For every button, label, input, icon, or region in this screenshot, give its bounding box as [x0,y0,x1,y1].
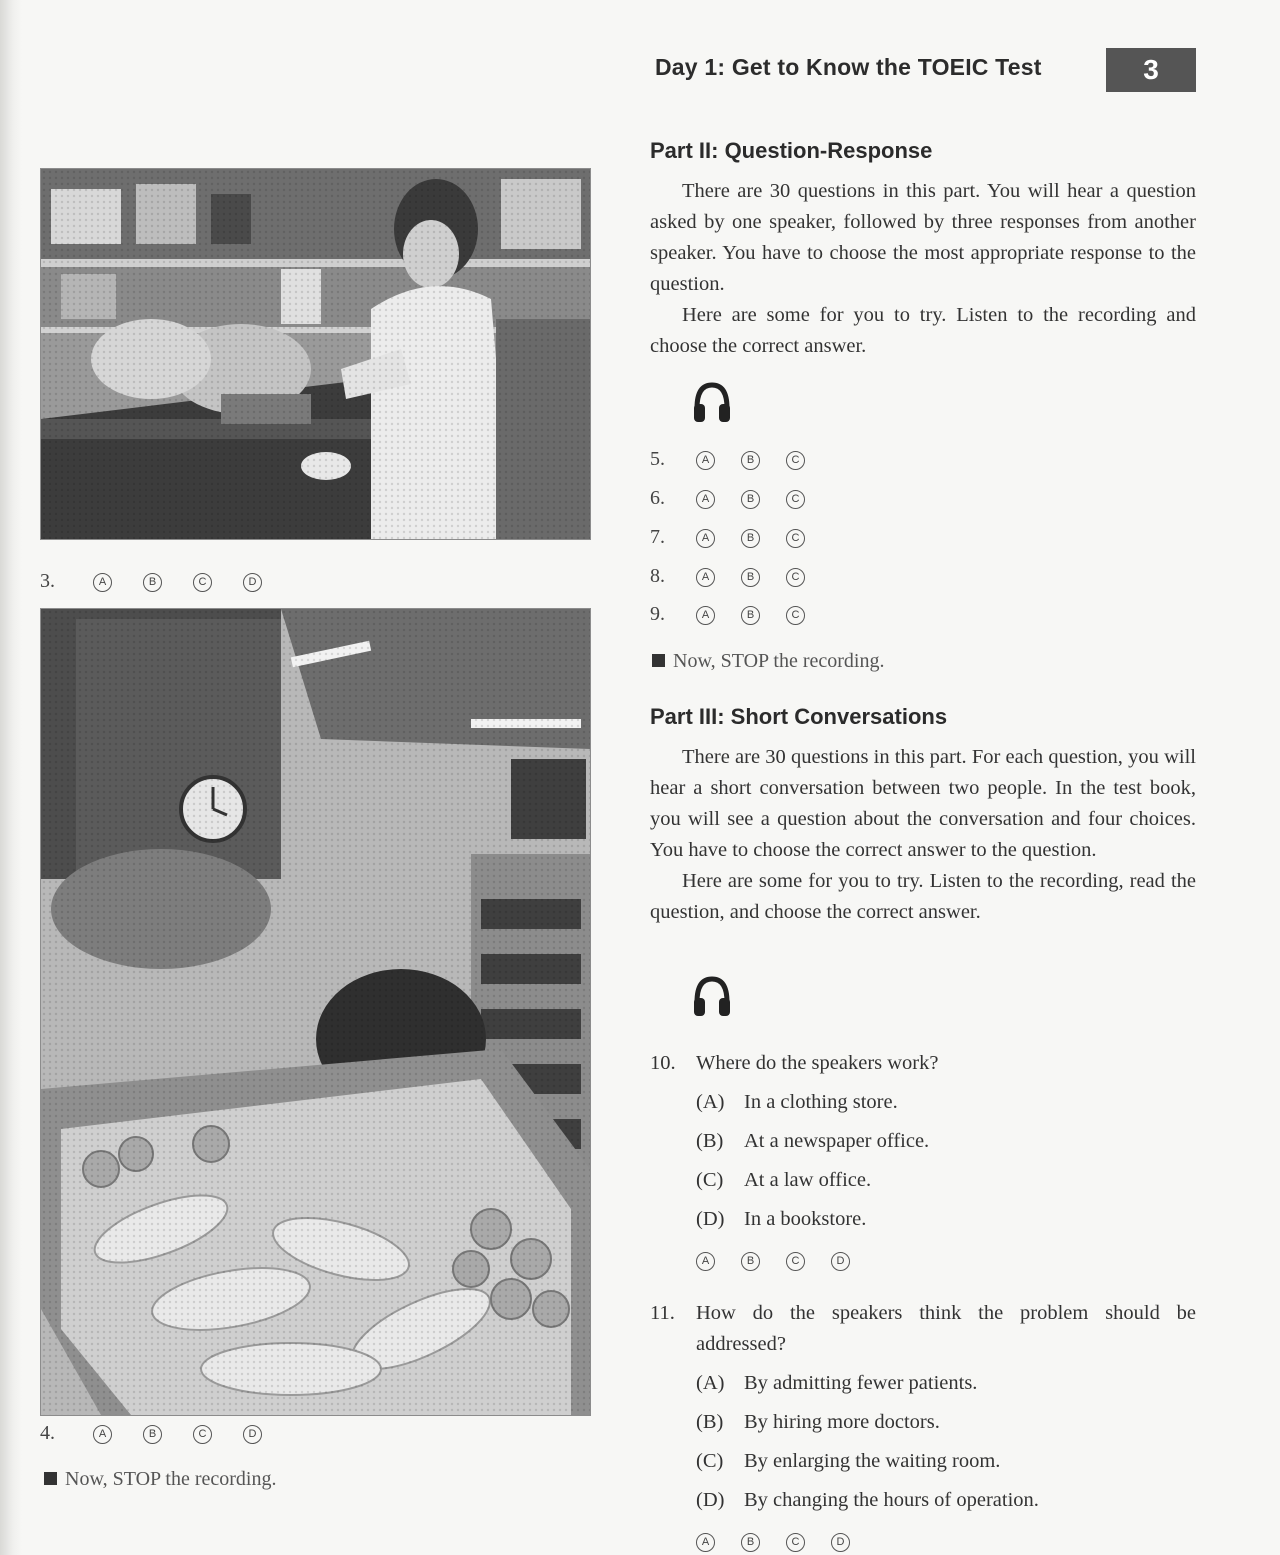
option-letter: (A) [696,1372,725,1394]
answer-bubble-c[interactable]: C [193,573,212,592]
photo-shop-counter [40,168,591,540]
option-text: By changing the hours of operation. [744,1489,1039,1511]
option-letter: (B) [696,1130,724,1152]
photo-3-answer-row [40,570,288,593]
headphones-icon[interactable] [692,976,732,1018]
answer-bubble-b[interactable]: B [741,490,760,509]
question-text: How do the speakers think the problem should be addressed? [696,1302,1196,1355]
option-text: By hiring more doctors. [744,1411,940,1433]
option-text: In a bookstore. [744,1208,867,1230]
question-number: 10. [650,1052,676,1074]
option-b [696,1407,1196,1438]
question-number: 7. [650,526,665,548]
answer-bubble-a[interactable]: A [696,1252,715,1271]
page-number: 3 [1106,48,1196,92]
answer-bubble-d[interactable]: D [243,573,262,592]
answer-bubble-b[interactable]: B [741,606,760,625]
option-b [696,1126,1196,1157]
stop-recording-note [44,1468,276,1491]
option-a [696,1087,1196,1118]
option-d [696,1204,1196,1235]
part-3-section [650,704,1196,928]
question-number: 9. [650,603,665,625]
option-letter: (A) [696,1091,725,1113]
option-a [696,1368,1196,1399]
answer-bubble-c[interactable]: C [786,568,805,587]
option-text: At a newspaper office. [744,1130,930,1152]
square-bullet-icon [652,654,665,667]
answer-bubble-a[interactable]: A [696,451,715,470]
answer-bubble-a[interactable]: A [93,1425,112,1444]
stop-recording-note [652,650,884,673]
square-bullet-icon [44,1472,57,1485]
option-text: At a law office. [744,1169,872,1191]
answer-bubble-a[interactable]: A [93,573,112,592]
headphones-icon[interactable] [692,382,732,424]
section-heading: Part III: Short Conversations [650,704,948,729]
question-number: 11. [650,1302,675,1324]
answer-bubble-c[interactable]: C [786,606,805,625]
answer-bubble-b[interactable]: B [741,529,760,548]
response-row-9 [650,603,831,633]
section-paragraph: Here are some for you to try. Listen to the recording, read the question, and choose the correct answer. [650,870,1196,923]
option-text: In a clothing store. [744,1091,898,1113]
option-letter: (B) [696,1411,724,1433]
option-letter: (D) [696,1489,725,1511]
option-letter: (C) [696,1450,724,1472]
response-row-8 [650,565,831,595]
section-paragraph: There are 30 questions in this part. For each question, you will hear a short conversation between two people. In the test book, you will see a question about the conversation and four choices. You have to choose the correct answer to the question. [650,746,1196,861]
photo-produce-market [40,608,591,1416]
answer-bubble-c[interactable]: C [193,1425,212,1444]
question-10 [650,1048,1196,1272]
question-number: 6. [650,487,665,509]
answer-bubble-a[interactable]: A [696,1533,715,1552]
answer-bubble-b[interactable]: B [143,573,162,592]
section-heading: Part II: Question-Response [650,138,933,163]
page-binding-shadow [0,0,22,1555]
answer-bubble-b[interactable]: B [143,1425,162,1444]
stop-note-text: Now, STOP the recording. [673,650,885,672]
question-11 [650,1298,1196,1553]
option-text: By enlarging the waiting room. [744,1450,1001,1472]
answer-bubble-b[interactable]: B [741,1533,760,1552]
option-letter: (C) [696,1169,724,1191]
question-text: Where do the speakers work? [696,1052,939,1074]
stop-note-text: Now, STOP the recording. [65,1468,277,1490]
answer-bubble-a[interactable]: A [696,568,715,587]
answer-bubble-c[interactable]: C [786,451,805,470]
option-text: By admitting fewer patients. [744,1372,978,1394]
answer-bubble-a[interactable]: A [696,606,715,625]
answer-bubble-b[interactable]: B [741,568,760,587]
answer-bubble-d[interactable]: D [831,1252,850,1271]
question-number: 4. [40,1422,55,1444]
answer-bubble-b[interactable]: B [741,1252,760,1271]
running-title: Day 1: Get to Know the TOEIC Test [655,54,1042,80]
response-row-5 [650,448,831,478]
question-number: 3. [40,570,55,592]
option-letter: (D) [696,1208,725,1230]
answer-bubbles [696,1530,1196,1553]
question-number: 8. [650,565,665,587]
page-header [655,48,1196,92]
response-row-7 [650,526,831,556]
answer-bubble-c[interactable]: C [786,1252,805,1271]
answer-bubble-a[interactable]: A [696,529,715,548]
answer-bubble-c[interactable]: C [786,1533,805,1552]
section-paragraph: Here are some for you to try. Listen to the recording and choose the correct answer. [650,304,1196,357]
response-row-6 [650,487,831,517]
photo-4-answer-row [40,1422,288,1445]
answer-bubble-c[interactable]: C [786,529,805,548]
answer-bubble-b[interactable]: B [741,451,760,470]
part-2-section [650,138,1196,362]
section-paragraph: There are 30 questions in this part. You will hear a question asked by one speaker, followed by three responses from another speaker. You have to choose the most appropriate response to the question. [650,180,1196,295]
answer-bubble-d[interactable]: D [243,1425,262,1444]
option-d [696,1485,1196,1516]
answer-bubbles [696,1249,1196,1272]
option-c [696,1165,1196,1196]
question-number: 5. [650,448,665,470]
answer-bubble-d[interactable]: D [831,1533,850,1552]
answer-bubble-a[interactable]: A [696,490,715,509]
answer-bubble-c[interactable]: C [786,490,805,509]
option-c [696,1446,1196,1477]
